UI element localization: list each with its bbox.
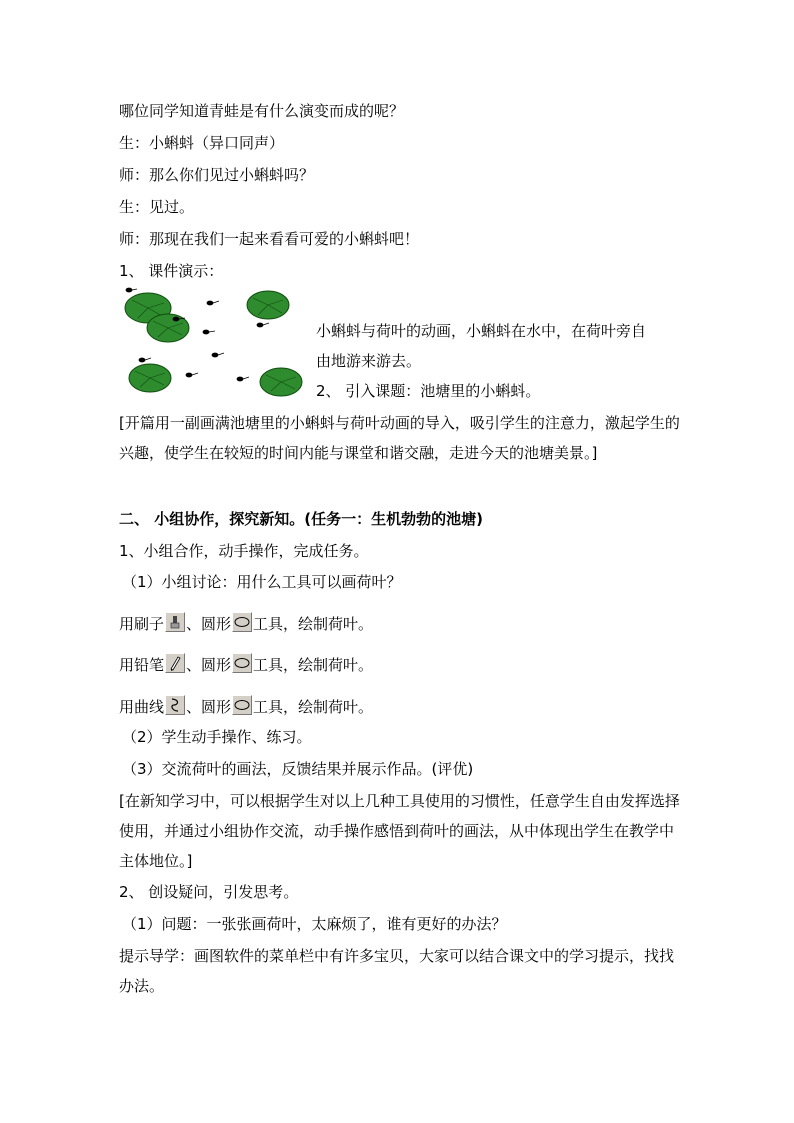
lesson-topic-line: 2、 引入课题：池塘里的小蝌蚪。 [316, 382, 541, 400]
hint-paragraph: 提示导学：画图软件的菜单栏中有许多宝贝，大家可以结合课文中的学习提示，找找办法。 [119, 947, 675, 995]
brush-tool-icon [165, 612, 185, 632]
task-line: 1、小组合作，动手操作，完成任务。 [119, 542, 369, 560]
ellipse-tool-icon [232, 612, 252, 632]
exchange-line: （3）交流荷叶的画法，反馈结果并展示作品。(评优) [122, 760, 474, 778]
tool-line-text: 用刷子 [119, 615, 165, 633]
curve-tool-icon [165, 695, 185, 715]
tool-line-text: 工具，绘制荷叶。 [253, 656, 374, 674]
student-answer-line: 生：小蝌蚪（异口同声） [119, 134, 285, 152]
ellipse-tool-icon [232, 653, 252, 673]
tadpole-icon [207, 301, 219, 305]
lily-pad-icon [260, 368, 302, 396]
tool-line-text: 工具，绘制荷叶。 [253, 615, 374, 633]
question-line: 哪位同学知道青蛙是有什么演变而成的呢？ [119, 102, 405, 120]
lily-pad-icon [247, 291, 289, 319]
teacher-question-line: 师：那么你们见过小蝌蚪吗？ [119, 166, 315, 184]
animation-description-line1: 小蝌蚪与荷叶的动画，小蝌蚪在水中，在荷叶旁自 [316, 322, 647, 340]
design-note-paragraph-1: [开篇用一副画满池塘里的小蝌蚪与荷叶动画的导入，吸引学生的注意力，激起学生的兴趣，使学生在较短的时间内能与课堂和谐交融，走进今天的池塘美景。] [119, 414, 680, 462]
ellipse-tool-icon [232, 695, 252, 715]
tool-line-text: 、圆形 [186, 656, 232, 674]
question-section-line: 2、 创设疑问，引发思考。 [119, 883, 299, 901]
tadpole-icon [237, 377, 249, 381]
section-heading: 二、 小组协作，探究新知。(任务一：生机勃勃的池塘) [119, 510, 483, 528]
tool-line-pencil [119, 653, 373, 675]
discussion-line: （1）小组讨论：用什么工具可以画荷叶？ [122, 573, 402, 591]
tool-line-text: 、圆形 [186, 698, 232, 716]
tadpole-icon [126, 288, 137, 292]
pencil-tool-icon [165, 653, 185, 673]
teacher-intro-line: 师：那现在我们一起来看看可爱的小蝌蚪吧！ [119, 230, 420, 248]
courseware-demo-heading: 1、 课件演示： [119, 262, 224, 280]
tool-line-text: 工具，绘制荷叶。 [253, 698, 374, 716]
tool-line-text: 、圆形 [186, 615, 232, 633]
animation-description-line2: 由地游来游去。 [316, 352, 422, 370]
tadpole-icon [139, 358, 151, 362]
lily-pad-icon [129, 364, 171, 392]
tadpole-icon [203, 330, 215, 334]
tadpole-icon [212, 353, 224, 357]
student-reply-line: 生：见过。 [119, 198, 195, 216]
tadpole-icon [186, 373, 198, 377]
tool-line-brush [119, 612, 373, 634]
tadpole-icon [257, 323, 269, 327]
tadpole-lilypad-illustration [118, 285, 308, 400]
tool-line-text: 用曲线 [119, 698, 165, 716]
design-note-paragraph-2: [在新知学习中，可以根据学生对以上几种工具使用的习惯性，任意学生自由发挥选择使用，并通过小组协作交流，动手操作感悟到荷叶的画法，从中体现出学生在教学中主体地位。] [119, 792, 680, 870]
practice-line: （2）学生动手操作、练习。 [122, 728, 312, 746]
problem-line: （1）问题：一张张画荷叶，太麻烦了，谁有更好的办法？ [122, 915, 507, 933]
tool-line-text: 用铅笔 [119, 656, 165, 674]
tool-line-curve [119, 695, 373, 717]
